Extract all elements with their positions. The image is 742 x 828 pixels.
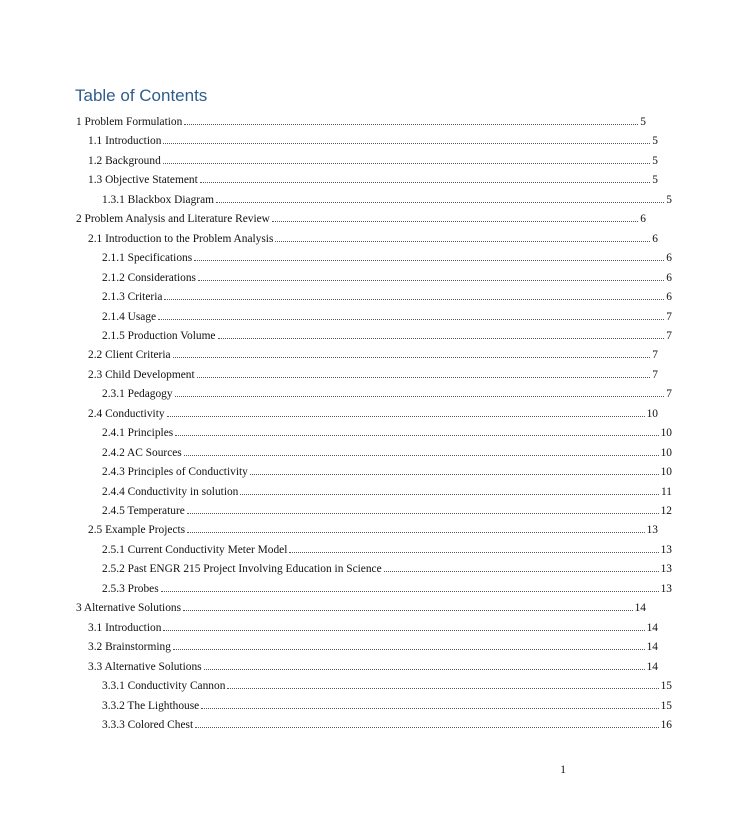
toc-entry-line	[102, 486, 742, 498]
toc-entry-page: 13	[646, 524, 658, 537]
toc-entry-title: 2.4.4 Conductivity in solution	[102, 485, 239, 498]
toc-entry[interactable]	[0, 497, 742, 517]
toc-entry[interactable]	[0, 225, 728, 245]
toc-entry-line	[102, 719, 742, 731]
toc-entry[interactable]	[0, 478, 742, 498]
dot-leader	[161, 590, 659, 592]
dot-leader	[167, 415, 645, 417]
toc-entry-line	[102, 447, 742, 459]
dot-leader	[173, 648, 645, 650]
toc-entry-line	[88, 135, 728, 147]
toc-entry-line	[88, 408, 728, 420]
toc-entry-page: 15	[660, 680, 672, 693]
toc-entry[interactable]	[0, 205, 716, 225]
dot-leader	[194, 259, 664, 261]
toc-entry-page: 6	[652, 232, 658, 245]
dot-leader	[187, 512, 659, 514]
toc-entry-line	[102, 427, 742, 439]
toc-entry-page: 7	[652, 349, 658, 362]
toc-entry-line	[102, 388, 742, 400]
toc-entry-page: 10	[660, 466, 672, 479]
toc-entry[interactable]	[0, 244, 742, 264]
toc-entry-line	[76, 116, 716, 128]
toc-entry-line	[88, 641, 728, 653]
toc-entry-page: 13	[660, 563, 672, 576]
toc-entry-page: 14	[646, 660, 658, 673]
toc-entry-page: 7	[666, 388, 672, 401]
toc-entry-page: 5	[652, 154, 658, 167]
dot-leader	[200, 181, 651, 183]
toc-entry-line	[88, 369, 728, 381]
toc-entry-page: 6	[640, 213, 646, 226]
toc-entry[interactable]	[0, 108, 716, 128]
toc-entry-line	[88, 174, 728, 186]
toc-entry[interactable]	[0, 536, 742, 556]
toc-entry[interactable]	[0, 341, 728, 361]
toc-entry-page: 14	[646, 621, 658, 634]
toc-entry-line	[102, 252, 742, 264]
toc-entry-line	[88, 622, 728, 634]
toc-entry[interactable]	[0, 264, 742, 284]
toc-entry-title: 1.2 Background	[88, 154, 161, 167]
toc-entry-page: 11	[661, 485, 672, 498]
toc-entry-page: 5	[652, 135, 658, 148]
dot-leader	[184, 123, 638, 125]
toc-entry-line	[88, 233, 728, 245]
toc-entry-page: 5	[652, 174, 658, 187]
toc-entry-line	[88, 155, 728, 167]
toc-entry-title: 2.5.3 Probes	[102, 582, 159, 595]
toc-entry-page: 10	[660, 427, 672, 440]
toc-entry-page: 13	[660, 543, 672, 556]
dot-leader	[275, 240, 650, 242]
toc-entry-title: 3.3 Alternative Solutions	[88, 660, 202, 673]
toc-entry-line	[102, 563, 742, 575]
toc-entry-title: 2.3.1 Pedagogy	[102, 388, 173, 401]
toc-entry-page: 13	[660, 582, 672, 595]
dot-leader	[384, 570, 659, 572]
toc-entry-page: 7	[666, 329, 672, 342]
toc-entry-title: 2 Problem Analysis and Literature Review	[76, 213, 270, 226]
toc-entry[interactable]	[0, 614, 728, 634]
toc-entry[interactable]	[0, 439, 742, 459]
dot-leader	[173, 356, 651, 358]
dot-leader	[197, 376, 651, 378]
dot-leader	[164, 298, 664, 300]
toc-entry-page: 12	[660, 505, 672, 517]
toc-entry-line	[88, 349, 728, 361]
toc-entry-title: 2.5 Example Projects	[88, 524, 186, 537]
toc-entry-page: 14	[634, 602, 646, 615]
toc-entry-title: 3.1 Introduction	[88, 621, 162, 634]
toc-entry[interactable]	[0, 672, 742, 692]
toc-entry-title: 3.2 Brainstorming	[88, 641, 171, 654]
toc-entry[interactable]	[0, 516, 728, 536]
toc-entry-line	[102, 700, 742, 712]
toc-entry-page: 5	[640, 116, 646, 128]
toc-entry-title: 3.3.2 The Lighthouse	[102, 699, 200, 712]
toc-heading: Table of Contents	[75, 86, 208, 105]
toc-entry-title: 3.3.3 Colored Chest	[102, 718, 194, 731]
toc-entry-title: 1.3 Objective Statement	[88, 174, 198, 187]
toc-entry-line	[102, 291, 742, 303]
dot-leader	[218, 337, 665, 339]
toc-entry[interactable]	[0, 361, 728, 381]
toc-entry-title: 2.1 Introduction to the Problem Analysis	[88, 232, 274, 245]
toc-entry[interactable]	[0, 166, 728, 186]
toc-entry-title: 2.4.1 Principles	[102, 427, 174, 440]
toc-entry[interactable]	[0, 555, 742, 575]
toc-entry-line	[102, 466, 742, 478]
toc-entry-line	[102, 272, 742, 284]
toc-entry[interactable]	[0, 127, 728, 147]
toc-entry-page: 15	[660, 699, 672, 712]
toc-entry-title: 2.4.3 Principles of Conductivity	[102, 466, 248, 479]
toc-entry[interactable]	[0, 692, 742, 712]
dot-leader	[272, 220, 638, 222]
toc-entry-page: 6	[666, 252, 672, 265]
toc-entry-title: 1.3.1 Blackbox Diagram	[102, 193, 214, 206]
toc-entry-page: 16	[660, 718, 672, 731]
dot-leader	[175, 395, 665, 397]
dot-leader	[184, 454, 659, 456]
toc-entry-title: 2.1.4 Usage	[102, 310, 157, 323]
toc-entry[interactable]	[0, 186, 742, 206]
toc-entry-line	[102, 194, 742, 206]
toc-entry[interactable]	[0, 653, 728, 673]
toc-entry[interactable]	[0, 400, 728, 420]
toc-entry-line	[102, 311, 742, 323]
dot-leader	[201, 707, 658, 709]
toc-entry-page: 14	[646, 641, 658, 654]
toc-entry-line	[88, 661, 728, 673]
toc-entry-line	[102, 680, 742, 692]
dot-leader	[158, 318, 664, 320]
dot-leader	[195, 726, 658, 728]
toc-entry-title: 1 Problem Formulation	[76, 116, 183, 128]
toc-entry[interactable]	[0, 711, 742, 731]
toc-entry[interactable]	[0, 283, 742, 303]
toc-entry[interactable]	[0, 303, 742, 323]
toc-entry[interactable]	[0, 419, 742, 439]
dot-leader	[163, 162, 651, 164]
toc-entry[interactable]	[0, 458, 742, 478]
dot-leader	[204, 668, 645, 670]
toc-entry-title: 2.2 Client Criteria	[88, 349, 171, 362]
dot-leader	[198, 279, 664, 281]
toc-entry-line	[76, 213, 716, 225]
toc-entry[interactable]	[0, 380, 742, 400]
dot-leader	[183, 609, 633, 611]
toc-entry-title: 2.1.3 Criteria	[102, 291, 163, 304]
toc-entry-line	[102, 330, 742, 342]
toc-entry[interactable]	[0, 594, 716, 614]
dot-leader	[289, 551, 658, 553]
toc-entry-page: 7	[652, 368, 658, 381]
toc-entry-page: 6	[666, 291, 672, 304]
toc-entry-title: 2.5.2 Past ENGR 215 Project Involving Education in Science	[102, 563, 382, 576]
dot-leader	[163, 142, 650, 144]
toc-entry-title: 2.1.1 Specifications	[102, 252, 193, 265]
toc-entry-title: 1.1 Introduction	[88, 135, 162, 148]
toc-entry-title: 2.4 Conductivity	[88, 407, 165, 420]
toc-entry-title: 2.4.2 AC Sources	[102, 446, 182, 459]
toc-entry-page: 10	[660, 446, 672, 459]
toc-entry-page: 5	[666, 193, 672, 206]
dot-leader	[250, 473, 659, 475]
toc-entry-line	[88, 524, 728, 536]
toc-entry-title: 2.1.5 Production Volume	[102, 329, 216, 342]
toc-entry-page: 6	[666, 271, 672, 284]
dot-leader	[216, 201, 664, 203]
toc-entry-page: 7	[666, 310, 672, 323]
dot-leader	[187, 531, 644, 533]
dot-leader	[240, 493, 659, 495]
toc-entry-title: 2.4.5 Temperature	[102, 505, 185, 517]
toc-entry-line	[102, 583, 742, 595]
toc-entry-title: 3.3.1 Conductivity Cannon	[102, 680, 226, 693]
toc-entry-page: 10	[646, 407, 658, 420]
toc-entry[interactable]	[0, 322, 742, 342]
toc-entry[interactable]	[0, 633, 728, 653]
toc-entry-title: 2.5.1 Current Conductivity Meter Model	[102, 543, 288, 556]
toc-entry-line	[76, 602, 716, 614]
dot-leader	[227, 687, 658, 689]
dot-leader	[175, 434, 658, 436]
toc-entry-title: 2.1.2 Considerations	[102, 271, 196, 284]
toc-entry-title: 3 Alternative Solutions	[76, 602, 182, 615]
toc-entry-line	[102, 544, 742, 556]
toc-entry-line	[102, 505, 742, 517]
dot-leader	[163, 629, 644, 631]
toc-entry[interactable]	[0, 575, 742, 595]
toc-entry[interactable]	[0, 147, 728, 167]
page-number: 1	[560, 764, 566, 776]
toc-entry-title: 2.3 Child Development	[88, 368, 195, 381]
